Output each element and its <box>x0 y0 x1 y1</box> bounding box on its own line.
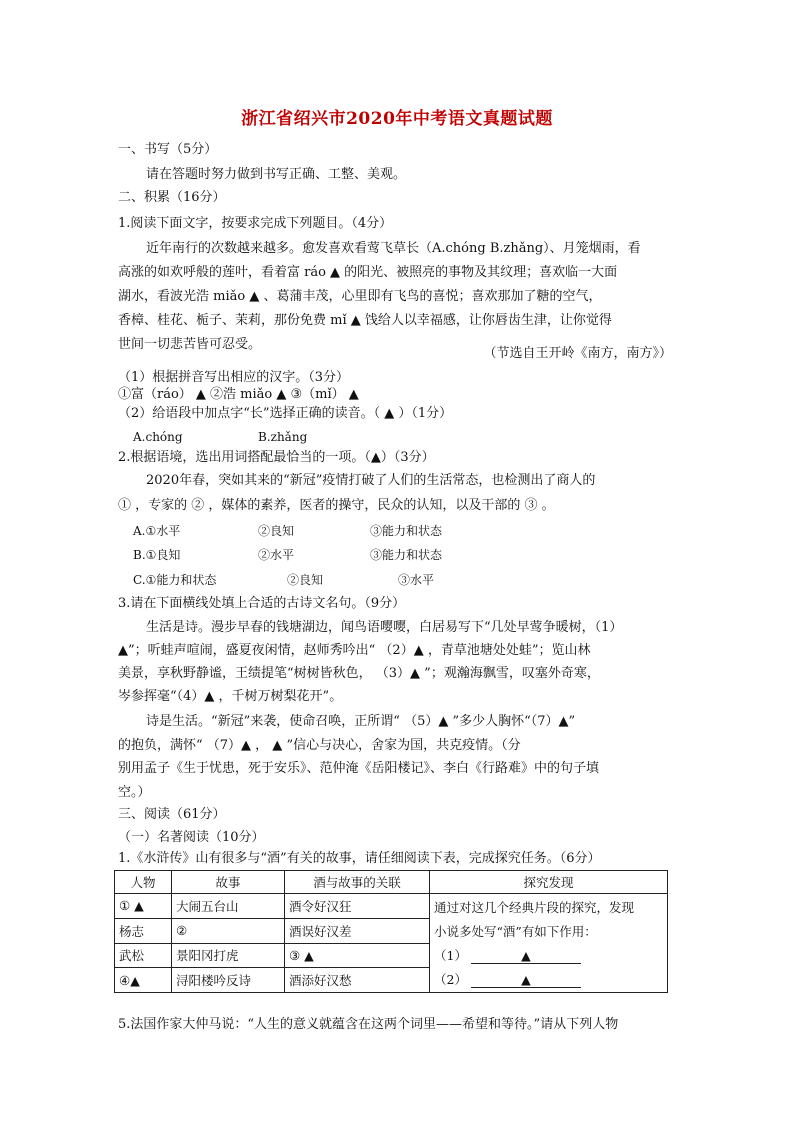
choice-a-2: ②良知 <box>258 524 295 538</box>
discovery-line: 小说多处写“酒”有如下作用： <box>434 924 597 939</box>
discovery-line: 通过对这几个经典片段的探究，发现 <box>434 900 635 915</box>
table-header-row <box>115 871 668 894</box>
answer-blank: ▲ <box>471 949 581 964</box>
passage-line: 世间一切悲苦皆可忍受。 <box>118 337 262 352</box>
table-row <box>115 894 668 919</box>
answer-blank: ▲ <box>471 973 581 988</box>
table-cell: 景阳冈打虎 <box>172 943 285 968</box>
question-3-text: 别用孟子《生于忧患，死于安乐》、范仲淹《岳阳楼记》、李白《行路难》中的句子填 <box>118 761 600 776</box>
page-title: 浙江省绍兴市2020年中考语文真题试题 <box>241 109 553 129</box>
question-3-text: 的抱负，满怀“ （7）▲ ， ▲ ”信心与决心，舍家为国，共克疫情。（分 <box>118 738 521 753</box>
question-5-heading: 5.法国作家大仲马说：“人生的意义就蕴含在这两个词里——希望和等待。”请从下列人物 <box>118 1017 619 1032</box>
question-2-heading: 2.根据语境，选出用词搭配最恰当的一项。（▲）（3分） <box>118 450 435 465</box>
table-header: 故事 <box>172 871 285 894</box>
table-cell: 大闹五台山 <box>172 894 285 919</box>
discovery-cell <box>430 894 668 993</box>
question-1-heading: 1.阅读下面文字，按要求完成下列题目。（4分） <box>118 216 393 231</box>
choice-c-2: ②良知 <box>287 573 324 587</box>
question-3-text: ▲”；听蛙声喧闹，盛夏夜闲情，赵师秀吟出“ （2）▲ ，青草池塘处处蛙”；览山林 <box>118 643 591 658</box>
choice-b-1: B.①良知 <box>133 548 181 562</box>
table-cell: 武松 <box>115 943 172 968</box>
discovery-label: （2） <box>434 972 467 987</box>
passage-line: 高涨的如欢呼般的莲叶，看着富 ráo ▲ 的阳光、被照亮的事物及其纹理；喜欢临一大面 <box>118 265 618 280</box>
question-2-text: 2020年春，突如其来的“新冠”疫情打破了人们的生活常态，也检测出了商人的 <box>146 473 596 488</box>
table-header: 酒与故事的关联 <box>285 871 430 894</box>
discovery-item <box>434 968 663 992</box>
discovery-label: （1） <box>434 948 467 963</box>
choice-c-3: ③水平 <box>398 573 435 587</box>
passage-line: 湖水，看波光浩 miǎo ▲ 、葛蒲丰茂，心里即有飞鸟的喜悦；喜欢那加了糖的空气， <box>118 289 602 304</box>
question-2-text: ① ，专家的 ② ，媒体的素养，医者的操守，民众的认知，以及干部的 ③ 。 <box>118 498 555 513</box>
table-cell: ② <box>172 918 285 943</box>
table-cell: ① ▲ <box>115 894 172 919</box>
table-cell: ③ ▲ <box>285 943 430 968</box>
choice-b-2: ②水平 <box>258 548 295 562</box>
section-1-text: 请在答题时努力做到书写正确、工整、美观。 <box>146 167 407 182</box>
discovery-item <box>434 944 663 968</box>
question-4-heading: 1.《水浒传》山有很多与“酒”有关的故事，请任细阅读下表，完成探究任务。（6分） <box>118 851 601 866</box>
option-b: B.zhǎng <box>258 430 308 444</box>
choice-a-3: ③能力和状态 <box>370 524 443 538</box>
option-a: A.chóng <box>133 430 183 444</box>
question-3-text: 生活是诗。漫步早春的钱塘湖边，闻鸟语嘤嘤，白居易写下“几处早莺争暖树，（1） <box>146 620 623 635</box>
choice-a-1: A.①水平 <box>133 524 181 538</box>
choice-b-3: ③能力和状态 <box>370 548 443 562</box>
question-3-text: 美景，享秋野静谧，王绩提笔“树树皆秋色， （3）▲ ”；观瀚海飘雪，叹塞外奇寒， <box>118 666 600 681</box>
passage-source: （节选自王开岭《南方，南方》） <box>483 346 672 361</box>
table-cell: 酒添好汉愁 <box>285 968 430 993</box>
passage-line: 近年南行的次数越来越多。愈发喜欢看莺飞草长（A.chóng B.zhǎng）、月笼烟雨，看 <box>146 241 641 256</box>
section-2-heading: 二、积累（16分） <box>118 190 226 205</box>
table-cell: 杨志 <box>115 918 172 943</box>
table-cell: 浔阳楼吟反诗 <box>172 968 285 993</box>
table-cell: 酒令好汉狂 <box>285 894 430 919</box>
passage-line: 香樟、桂花、栀子、茉莉，那份免费 mǐ ▲ 饯给人以幸福感，让你唇齿生津，让你觉得 <box>118 313 612 328</box>
section-3-heading: 三、阅读（61分） <box>118 807 226 822</box>
table-cell: 酒误好汉差 <box>285 918 430 943</box>
table-header: 探究发现 <box>430 871 668 894</box>
choice-c-1: C.①能力和状态 <box>133 573 217 587</box>
subsection-heading: （一）名著阅读（10分） <box>118 830 265 845</box>
subquestion-1-blanks: ①富（ráo） ▲ ②浩 miǎo ▲ ③（mǐ） ▲ <box>118 387 359 402</box>
subquestion-2: （2）给语段中加点字“长”选择正确的读音。（ ▲ ）（1分） <box>118 406 453 421</box>
question-3-text: 岑参挥毫“（4）▲ ，千树万树梨花开”。 <box>118 689 343 704</box>
table-header: 人物 <box>115 871 172 894</box>
table-cell: ④▲ <box>115 968 172 993</box>
section-1-heading: 一、书写（5分） <box>118 142 218 157</box>
subquestion-1: （1）根据拼音写出相应的汉字。（3分） <box>118 370 350 385</box>
question-3-heading: 3.请在下面横线处填上合适的古诗文名句。（9分） <box>118 596 406 611</box>
question-3-text: 诗是生活。“新冠”来袭，使命召唤，正所谓“ （5）▲ ”多少人胸怀“（7）▲” <box>146 714 576 729</box>
question-3-text: 空。） <box>118 785 151 800</box>
research-table <box>114 870 668 993</box>
